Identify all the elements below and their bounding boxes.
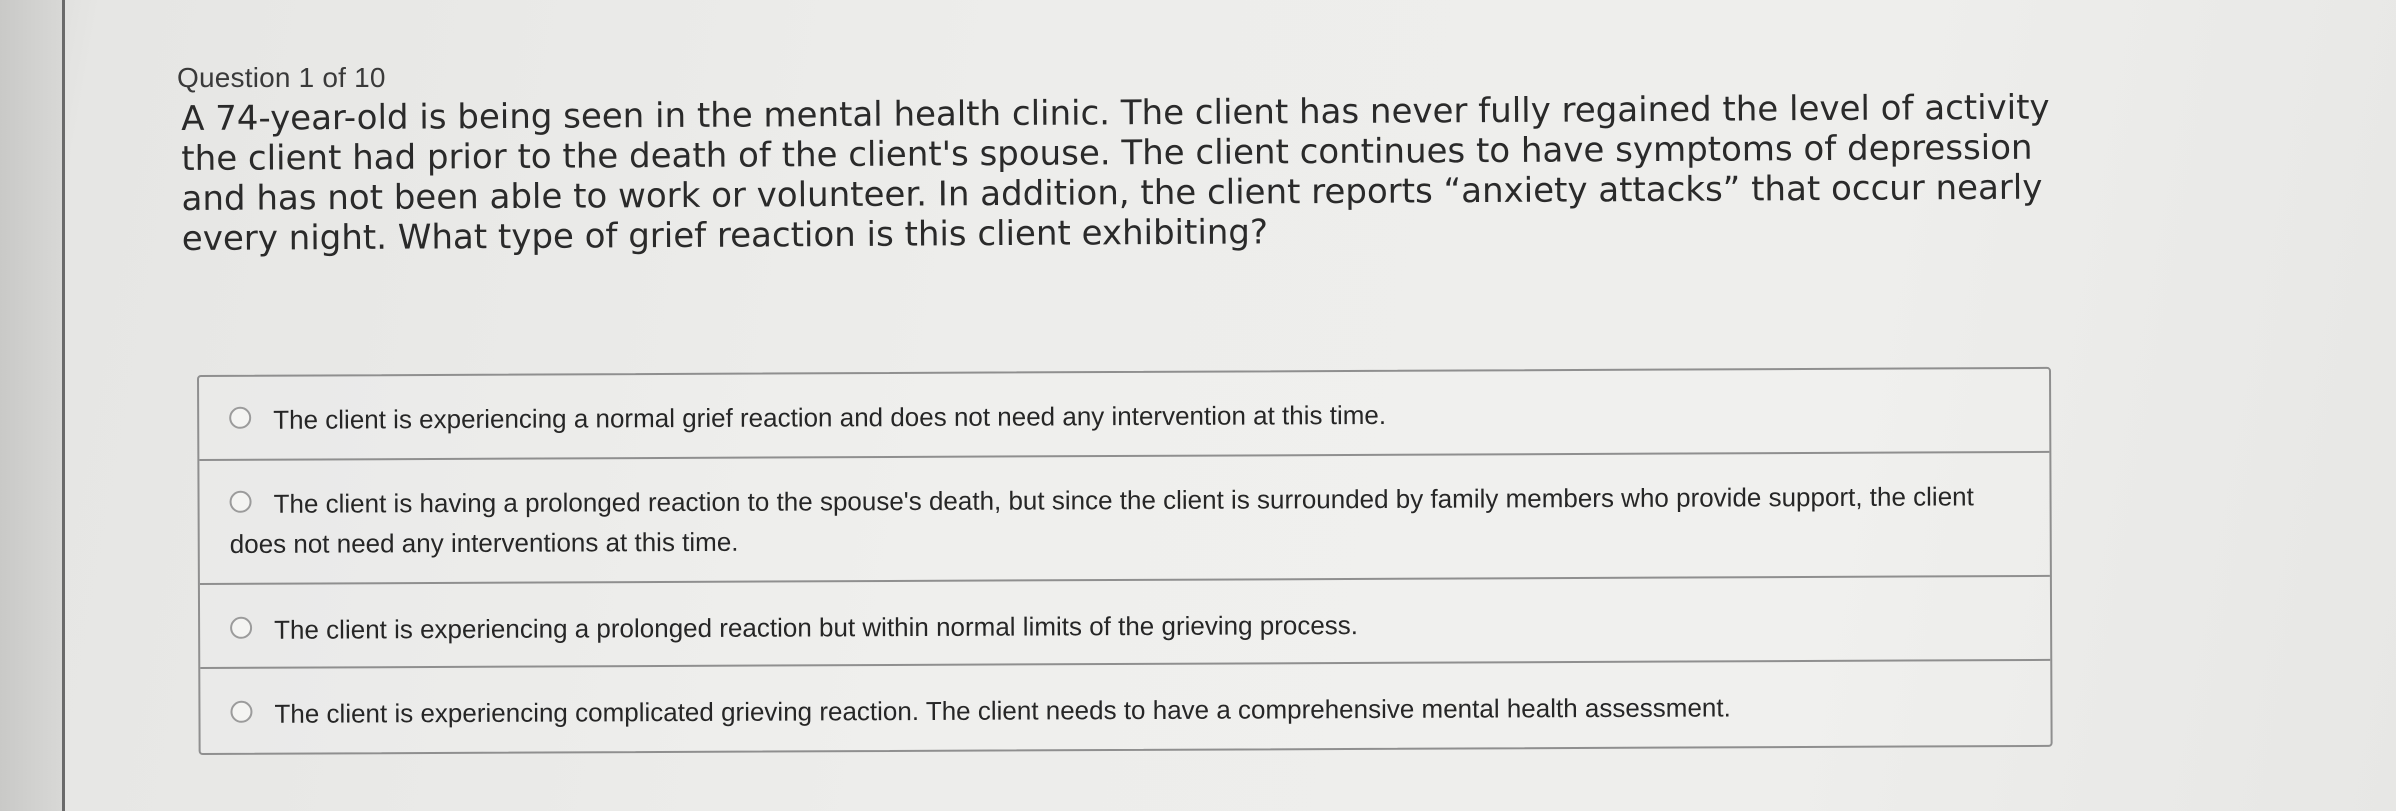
radio-button-icon[interactable] (229, 407, 251, 429)
radio-button-icon[interactable] (230, 491, 252, 513)
answer-option-1[interactable] (199, 369, 2049, 461)
answer-option-4[interactable] (200, 661, 2050, 753)
answer-option-3[interactable] (200, 577, 2050, 669)
question-page (65, 0, 2396, 811)
question-text: A 74-year-old is being seen in the mental health clinic. The client has never fully regained the level of activity the client had prior to the death of the client's spouse. The client continues to have symptoms of depression and has not been able to work or volunteer. In addition, the client reports “anxiety attacks” that occur nearly every night. What type of grief reaction is this client exhibiting? (181, 87, 2050, 259)
left-frame (0, 0, 65, 811)
answer-options (197, 367, 2053, 755)
radio-button-icon[interactable] (230, 617, 252, 639)
radio-button-icon[interactable] (230, 701, 252, 723)
answer-option-label: The client is experiencing complicated grieving reaction. The client needs to have a comprehensive mental health assessment. (274, 692, 1731, 729)
answer-option-label: The client is experiencing a prolonged reaction but within normal limits of the grieving process. (274, 610, 1359, 645)
answer-option-label: The client is having a prolonged reaction to the spouse's death, but since the client is surrounded by family members who provide support, the client does not need any interventions at this time. (229, 481, 1974, 560)
question-number: Question 1 of 10 (177, 62, 386, 93)
answer-option-2[interactable] (199, 453, 2050, 585)
answer-option-label: The client is experiencing a normal grief reaction and does not need any intervention at this time. (273, 399, 1387, 435)
